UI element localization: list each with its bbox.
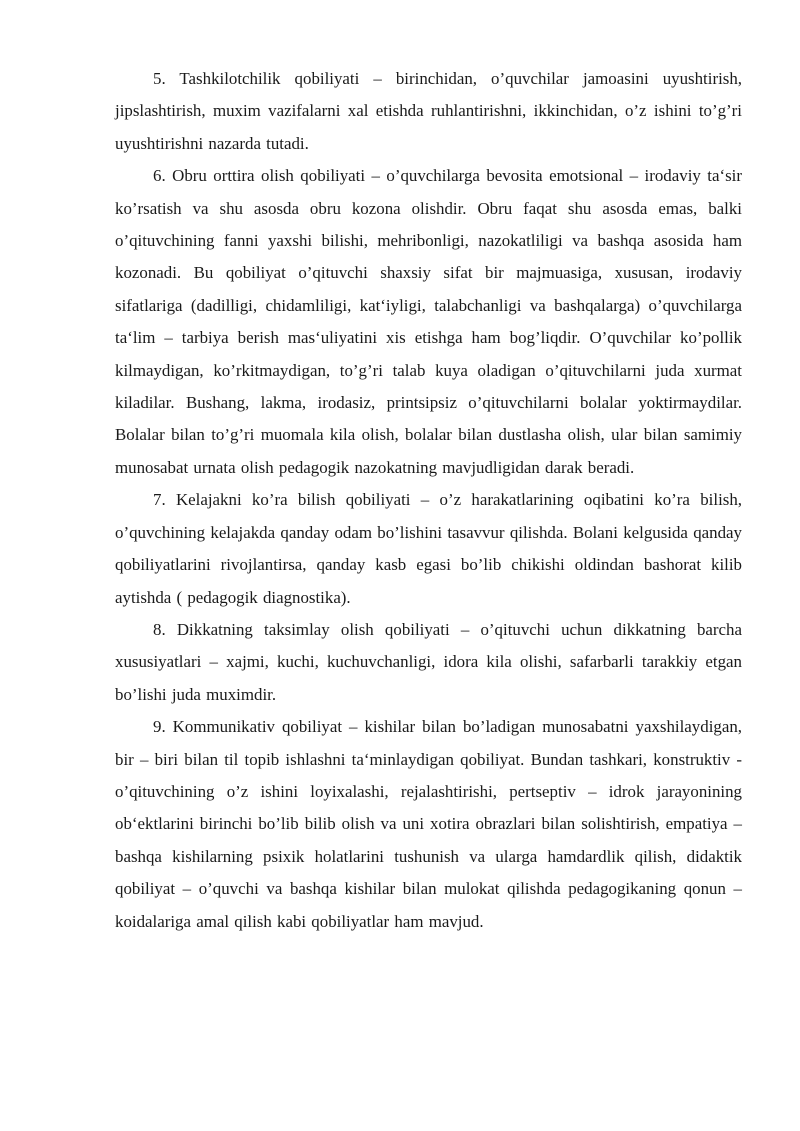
paragraph-communicative-ability: 9. Kommunikativ qobiliyat – kishilar bilan bo’ladigan munosabatni yaxshilaydigan, bir – biri bilan til topib ishlashni ta‘minlaydigan qobiliyat. Bundan tashkari, konstruktiv - o’qituvchining o’z ishini loyixalashi, rejalashtirishi, pertseptiv – idrok jarayonining ob‘ektlarini birinchi bo’lib bilib olish va uni xotira obrazlari bilan solishtirish, empatiya – bashqa kishilarning psixik holatlarini tushunish va ularga hamdardlik qilish, didaktik qobiliyat – o’quvchi va bashqa kishilar bilan mulokat qilishda pedagogikaning qonun – koidalariga amal qilish kabi qobiliyatlar ham mavjud.	[115, 717, 742, 931]
paragraph-organizational-ability: 5. Tashkilotchilik qobiliyati – birinchidan, o’quvchilar jamoasini uyushtirish, jipslashtirish, muxim vazifalarni xal etishda ruhlantirishni, ikkinchidan, o’z ishini to’g’ri uyushtirishni nazarda tutadi.	[115, 69, 742, 153]
paragraph-attention-ability: 8. Dikkatning taksimlay olish qobiliyati – o’qituvchi uchun dikkatning barcha xususiyatlari – xajmi, kuchi, kuchuvchanligi, idora kila olishi, safarbarli tarakkiy etgan bo’lishi juda muximdir.	[115, 619, 742, 704]
paragraph-authority-ability: 6. Obru orttira olish qobiliyati – o’quvchilarga bevosita emotsional – irodaviy ta‘sir ko’rsatish va shu asosda obru kozona olishdir. Obru faqat shu asosda emas, balki o’qituvchining fanni yaxshi bilishi, mehribonligi, nazokatliligi va bashqa asosida ham kozonadi. Bu qobiliyat o’qituvchi shaxsiy sifat bir majmuasiga, xususan, irodaviy sifatlariga (dadilligi, chidamliligi, kat‘iyligi, talabchanligi va bashqalarga) o’quvchilarga ta‘lim – tarbiya berish mas‘uliyatini xis etishga ham bog’liqdir. O’quvchilar ko’pollik kilmaydigan, ko’rkitmaydigan, to’g’ri talab kuya oladigan o’qituvchilarni juda xurmat kiladilar. Bushang, lakma, irodasiz, printsipsiz o’qituvchilarni bolalar yoktirmaydilar. Bolalar bilan to’g’ri muomala kila olish, bolalar bilan dustlasha olish, ular bilan samimiy munosabat urnata olish pedagogik nazokatning mavjudligidan darak beradi.	[115, 166, 742, 477]
document-body	[115, 63, 742, 938]
paragraph-foresight-ability: 7. Kelajakni ko’ra bilish qobiliyati – o’z harakatlarining oqibatini ko’ra bilish, o’quvchining kelajakda qanday odam bo’lishini tasavvur qilishda. Bolani kelgusida qanday qobiliyatlarini rivojlantirsa, qanday kasb egasi bo’lib chikishi oldindan bashorat kilib aytishda ( pedagogik diagnostika).	[115, 490, 742, 607]
